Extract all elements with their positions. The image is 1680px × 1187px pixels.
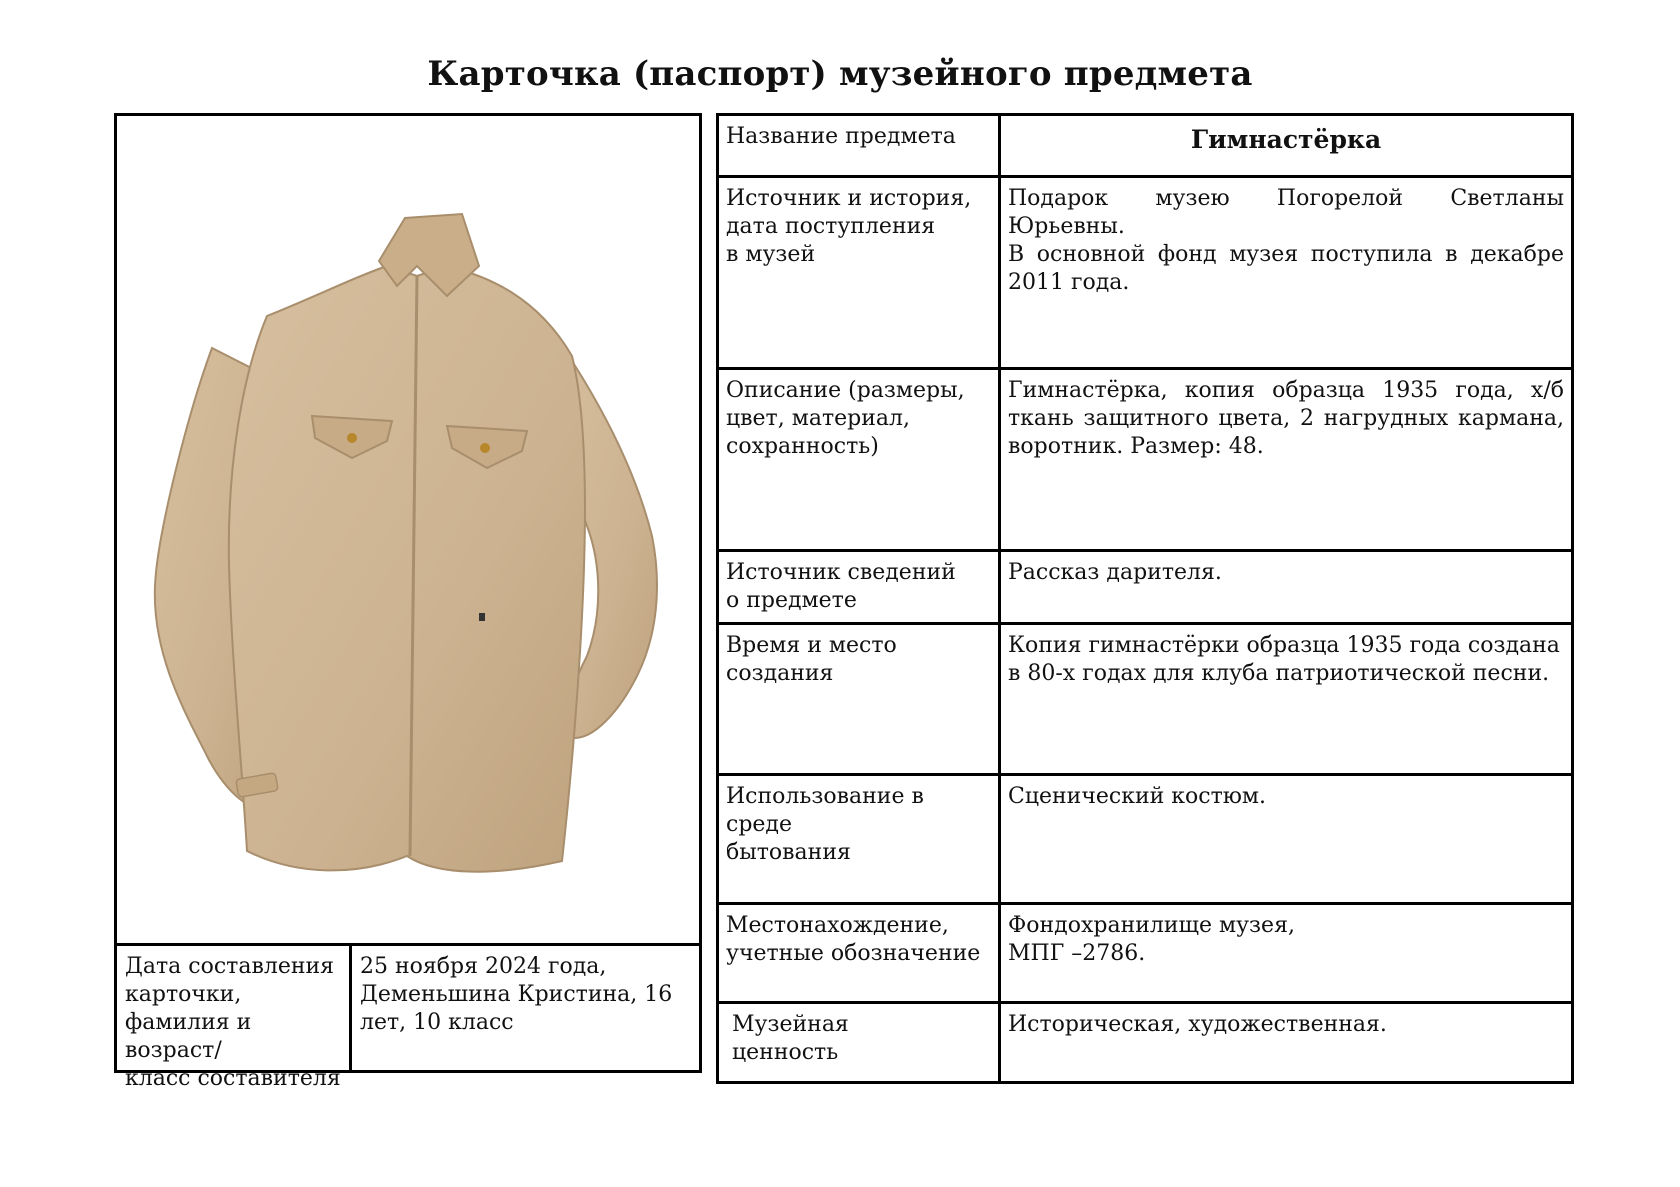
row-value: Копия гимнастёрки образца 1935 года создана в 80-х годах для клуба патриотической песни. [1000,624,1573,775]
table-row [718,775,1573,904]
row-value: Подарок музею Погорелой Светланы Юрьевны. В основной фонд музея поступила в декабре 2011 года. [1000,177,1573,369]
table-row [718,624,1573,775]
table-row [718,177,1573,369]
row-label: Время и место создания [718,624,1000,775]
row-label: Источник сведений о предмете [718,551,1000,624]
compiler-value: 25 ноября 2024 года, Деменьшина Кристина, 16 лет, 10 класс [360,954,673,1035]
compiler-info [117,943,699,1091]
row-label: Использование в среде бытования [718,775,1000,904]
photo-card [114,113,702,1091]
item-photo [117,116,699,943]
row-label: Музейная ценность [718,1003,1000,1083]
row-value: Гимнастёрка, копия образца 1935 года, х/б ткань защитного цвета, 2 нагрудных кармана, воротник. Размер: 48. [1000,369,1573,551]
table-row [718,551,1573,624]
table-row [718,115,1573,177]
table-row [718,1003,1573,1083]
row-label: Название предмета [718,115,1000,177]
shirt-body [229,266,585,872]
row-value: Сценический костюм. [1000,775,1573,904]
table-row [718,369,1573,551]
card-title: Карточка (паспорт) музейного предмета [427,54,1253,94]
row-label: Источник и история, дата поступления в музей [718,177,1000,369]
shirt-illustration [117,116,699,943]
item-info-table [716,113,1574,1084]
row-value: Рассказ дарителя. [1000,551,1573,624]
pocket-button-right [480,443,490,453]
table-row [718,904,1573,1003]
row-label: Местонахождение, учетные обозначение [718,904,1000,1003]
pocket-button-left [347,433,357,443]
item-name: Гимнастёрка [1000,115,1573,177]
row-value: Фондохранилище музея, МПГ –2786. [1000,904,1573,1003]
row-label: Описание (размеры, цвет, материал, сохранность) [718,369,1000,551]
compiler-label: Дата составления карточки, фамилия и возраст/ класс составителя [117,946,352,1073]
row-value: Историческая, художественная. [1000,1003,1573,1083]
